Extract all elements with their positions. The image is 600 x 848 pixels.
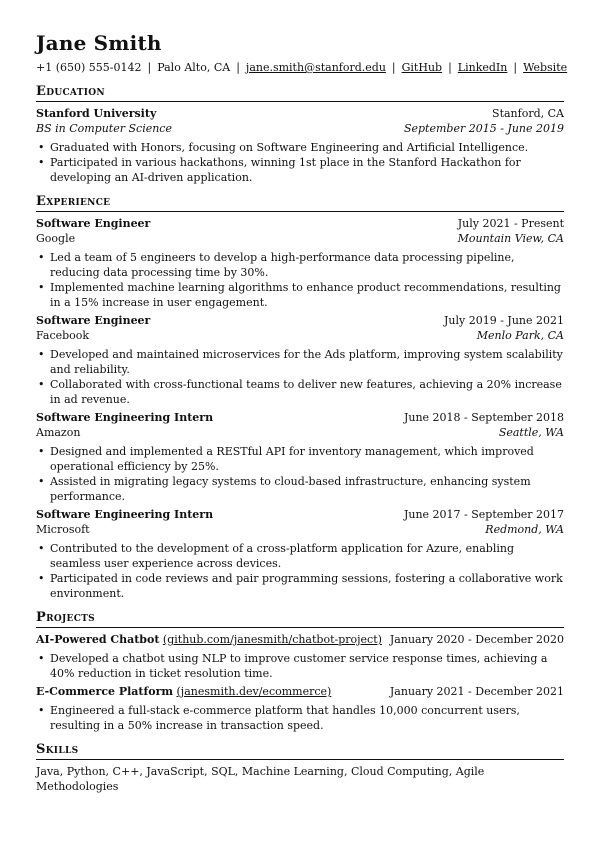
job-location: Mountain View, CA xyxy=(457,232,564,245)
project-dates: January 2020 - December 2020 xyxy=(389,633,564,646)
bullet-list xyxy=(36,444,564,504)
job-dates: June 2018 - September 2018 xyxy=(403,411,564,424)
job-location: Menlo Park, CA xyxy=(476,329,564,342)
bullet-list xyxy=(36,703,564,733)
list-item: • Contributed to the development of a cross-platform application for Azure, enabling seamless user experience across devices. xyxy=(36,541,564,571)
list-item: • Designed and implemented a RESTful API for inventory management, which improved operational efficiency by 25%. xyxy=(36,444,564,474)
candidate-name: Jane Smith xyxy=(36,31,162,55)
section-heading-education: Education xyxy=(36,83,564,102)
job-title: Software Engineer xyxy=(36,314,151,327)
degree: BS in Computer Science xyxy=(36,122,172,135)
list-item: • Led a team of 5 engineers to develop a high-performance data processing pipeline, reducing data processing time by 30%. xyxy=(36,250,564,280)
school-name: Stanford University xyxy=(36,107,157,120)
education-section xyxy=(36,83,564,185)
education-dates: September 2015 - June 2019 xyxy=(403,122,564,135)
bullet-list xyxy=(36,347,564,407)
list-item: • Participated in various hackathons, winning 1st place in the Stanford Hackathon for developing an AI-driven application. xyxy=(36,155,564,185)
project-entry xyxy=(36,684,564,733)
company-name: Amazon xyxy=(36,426,81,439)
separator: | xyxy=(236,61,240,74)
project-name: E-Commerce Platform xyxy=(36,685,174,698)
project-entry xyxy=(36,632,564,681)
location: Palo Alto, CA xyxy=(157,61,231,74)
website-link[interactable]: Website xyxy=(523,61,568,74)
project-link[interactable]: (janesmith.dev/ecommerce) xyxy=(176,685,332,698)
bullet-list xyxy=(36,140,564,185)
skills-list: Java, Python, C++, JavaScript, SQL, Machine Learning, Cloud Computing, Agile Methodologies xyxy=(36,765,485,793)
experience-section xyxy=(36,193,564,601)
job-title: Software Engineering Intern xyxy=(36,508,214,521)
experience-entry xyxy=(36,410,564,504)
bullet-list xyxy=(36,651,564,681)
project-dates: January 2021 - December 2021 xyxy=(389,685,564,698)
linkedin-link[interactable]: LinkedIn xyxy=(457,61,508,74)
email-link[interactable]: jane.smith@stanford.edu xyxy=(245,61,386,74)
job-title: Software Engineer xyxy=(36,217,151,230)
school-location: Stanford, CA xyxy=(492,107,564,120)
experience-entry xyxy=(36,313,564,407)
phone: +1 (650) 555-0142 xyxy=(36,61,142,74)
job-location: Redmond, WA xyxy=(485,523,564,536)
contact-line xyxy=(36,60,568,75)
projects-section xyxy=(36,609,564,733)
section-heading-projects: Projects xyxy=(36,609,564,628)
company-name: Microsoft xyxy=(36,523,90,536)
list-item: • Participated in code reviews and pair programming sessions, fostering a collaborative work environment. xyxy=(36,571,564,601)
education-entry xyxy=(36,106,564,185)
project-link[interactable]: (github.com/janesmith/chatbot-project) xyxy=(162,633,382,646)
company-name: Facebook xyxy=(36,329,90,342)
list-item: • Collaborated with cross-functional teams to deliver new features, achieving a 20% increase in ad revenue. xyxy=(36,377,564,407)
experience-entry xyxy=(36,507,564,601)
separator: | xyxy=(448,61,452,74)
experience-entry xyxy=(36,216,564,310)
job-dates: June 2017 - September 2017 xyxy=(403,508,564,521)
separator: | xyxy=(513,61,518,74)
job-dates: July 2019 - June 2021 xyxy=(443,314,564,327)
project-name: AI-Powered Chatbot xyxy=(36,633,160,646)
company-name: Google xyxy=(36,232,76,245)
job-dates: July 2021 - Present xyxy=(457,217,564,230)
section-heading-skills: Skills xyxy=(36,741,564,760)
list-item: • Assisted in migrating legacy systems to cloud-based infrastructure, enhancing system performance. xyxy=(36,474,564,504)
job-title: Software Engineering Intern xyxy=(36,411,214,424)
section-heading-experience: Experience xyxy=(36,193,564,212)
list-item: • Implemented machine learning algorithms to enhance product recommendations, resulting in a 15% increase in user engagement. xyxy=(36,280,564,310)
list-item: • Developed a chatbot using NLP to improve customer service response times, achieving a 40% reduction in ticket resolution time. xyxy=(36,651,564,681)
list-item: • Graduated with Honors, focusing on Software Engineering and Artificial Intelligence. xyxy=(36,140,564,155)
bullet-list xyxy=(36,250,564,310)
bullet-list xyxy=(36,541,564,601)
skills-section xyxy=(36,741,564,794)
list-item: • Engineered a full-stack e-commerce platform that handles 10,000 concurrent users, resulting in a 50% increase in transaction speed. xyxy=(36,703,564,733)
separator: | xyxy=(147,61,152,74)
github-link[interactable]: GitHub xyxy=(401,61,443,74)
job-location: Seattle, WA xyxy=(498,426,564,439)
separator: | xyxy=(391,61,396,74)
list-item: • Developed and maintained microservices for the Ads platform, improving system scalability and reliability. xyxy=(36,347,564,377)
